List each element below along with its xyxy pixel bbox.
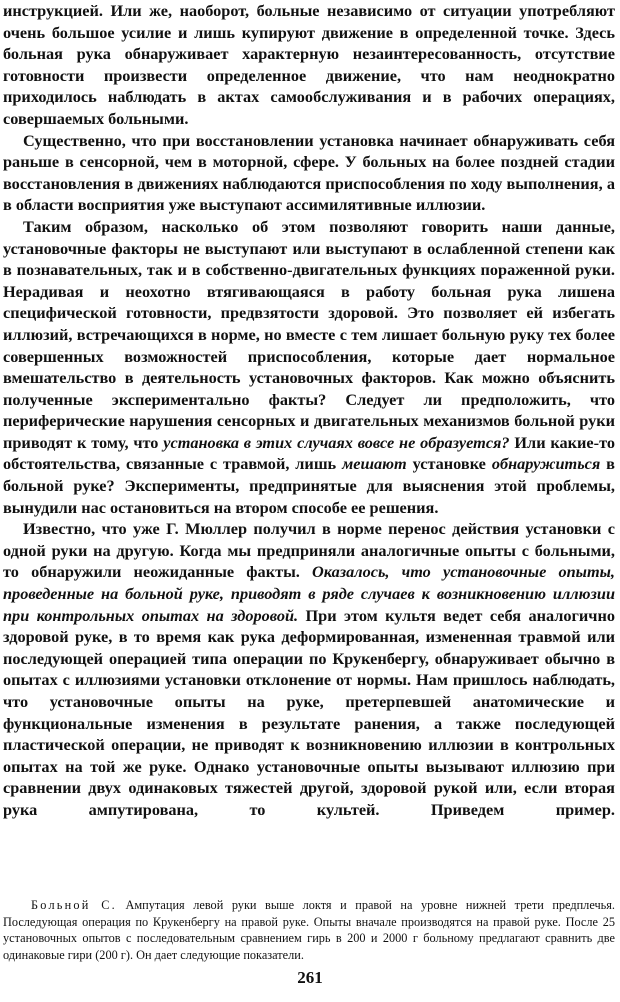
main-text <box>3 0 615 821</box>
paragraph <box>3 518 615 820</box>
paragraph <box>3 130 615 216</box>
text-run: Существенно, что при восстановлении установка начинает обнаруживать себя раньше в сенсорной, чем в моторной, сфере. У больных на более поздней стадии восстановления в движениях наблюдаются приспособления по ходу выполнения, а в области восприятия уже выступают ассимилятивные иллюзии. <box>3 130 615 215</box>
italic-text: обнаружиться <box>491 454 601 474</box>
text-run: Или какие-то обстоятельства, связанные с травмой, лишь <box>3 432 616 474</box>
case-note-text: Ампутация левой руки выше локтя и правой на уровне нижней трети предплечья. Последующая операция по Крукенбергу на правой руке. Опыты вначале производятся на правой руке. После 25 установочных опытов с последовательным сравнением гирь в 200 и 2000 г больному предлагают сравнить две одинаковые гири (200 г). Он дает следующие показатели. <box>3 898 615 963</box>
paragraph <box>3 0 615 130</box>
case-note-label: Больной С. <box>31 898 117 912</box>
text-run: инструкцией. Или же, наоборот, больные независимо от ситуации употребляют очень большое усилие и лишь купируют движение в определенной точке. Здесь больная рука обнаруживает характерную незаинтересованность, отсутствие готовности произвести определенное движение, что нам неоднократно приходилось наблюдать в актах самообслуживания и в рабочих операциях, совершаемых больными. <box>3 1 615 128</box>
case-note <box>3 897 615 964</box>
text-run: При этом культя ведет себя аналогично здоровой руке, в то время как рука деформированная, измененная травмой или последующей операцией типа операции по Крукенбергу, обнаруживает обычно в опытах с иллюзиями установки отклонение от нормы. Нам пришлось наблюдать, что установочные опыты на руке, претерпевшей анатомические и функциональные изменения в результате ранения, а также последующей пластической операции, не приводят к возникновению иллюзии в контрольных опытах на той же руке. Однако установочные опыты вызывают иллюзию при сравнении двух одинаковых тяжестей другой, здоровой рукой или, если вторая рука ампутирована, то культей. Приведем пример. <box>3 605 615 819</box>
italic-text: установка в этих случаях вовсе не образуется? <box>163 432 510 452</box>
text-run: Известно, что уже Г. Мюллер получил в норме перенос действия установки с одной руки на другую. Когда мы предприняли аналогичные опыты с больными, то обнаружили неожиданные факты. <box>3 519 615 582</box>
paragraph <box>3 216 615 518</box>
text-run: в больной руке? Эксперименты, предпринятые для выяснения этой проблемы, вынудили нас остановиться на втором способе ее решения. <box>3 454 615 517</box>
italic-text: Оказалось, что установочные опыты, проведенные на больной руке, приводят в ряде случаев к возникновению иллюзии при контрольных опытах на здоровой. <box>3 562 615 625</box>
page-number: 261 <box>297 968 323 987</box>
text-run: установке <box>406 454 492 474</box>
italic-text: мешают <box>342 454 407 474</box>
case-note-paragraph <box>3 897 615 964</box>
text-run: Таким образом, насколько об этом позволяют говорить наши данные, установочные факторы не выступают или выступают в ослабленной степени как в познавательных, так и в собственно-двигательных функциях пораженной руки. Нерадивая и неохотно втягивающаяся в работу больная рука лишена специфической готовности, предвзятости здоровой. Это позволяет ей избегать иллюзий, встречающихся в норме, но вместе с тем лишает больную руку тех более совершенных возможностей приспособления, которые дает нормальное вмешательство в деятельность установочных факторов. Как можно объяснить полученные экспериментально факты? Следует ли предположить, что периферические нарушения сенсорных и двигательных механизмов больной руки приводят к тому, что <box>3 216 615 452</box>
